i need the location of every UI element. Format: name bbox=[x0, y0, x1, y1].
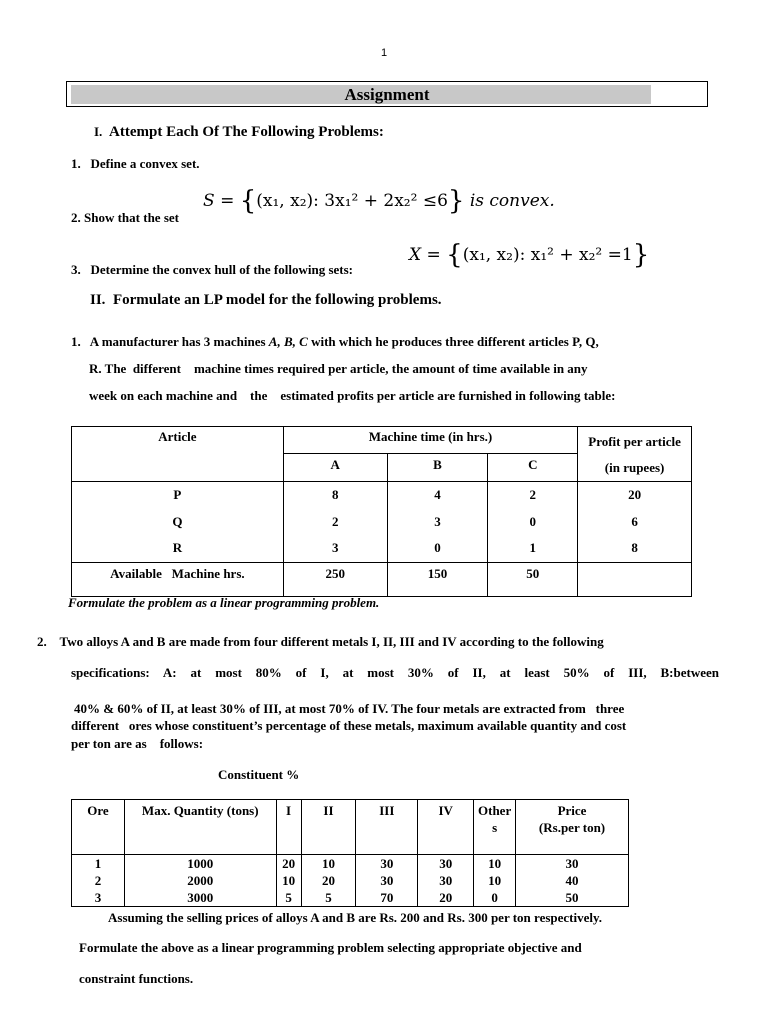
cell-1-i: 20 bbox=[282, 856, 296, 871]
ore-1: 1 bbox=[94, 856, 102, 871]
problem-2-2-line-1 bbox=[37, 634, 604, 650]
header-machine-b: B bbox=[387, 453, 488, 481]
problem-2-2-line-5: per ton are as follows: bbox=[71, 736, 204, 751]
problem-number: 2. bbox=[37, 634, 47, 649]
profit-column bbox=[578, 482, 692, 563]
section-2-numeral: II. bbox=[90, 292, 106, 308]
cell-q-c: 0 bbox=[529, 513, 536, 529]
article-column bbox=[72, 482, 284, 563]
formula-x-tuple: (x₁, x₂) bbox=[462, 245, 520, 265]
section-1-title: Attempt Each Of The Following Problems: bbox=[109, 124, 384, 140]
metal-i-column bbox=[276, 855, 301, 907]
problem-2-1-line-3: week on each machine and the estimated profits per article are furnished in following table: bbox=[89, 388, 616, 403]
cell-1-price: 30 bbox=[565, 856, 579, 871]
article-q: Q bbox=[172, 513, 183, 529]
header-price: Price (Rs.per ton) bbox=[516, 800, 629, 855]
formula-x-lhs: X bbox=[409, 245, 422, 265]
cell-p-a: 8 bbox=[331, 487, 339, 502]
price-column bbox=[516, 855, 629, 907]
cell-p-profit: 20 bbox=[628, 487, 642, 502]
cell-2-i: 10 bbox=[282, 873, 296, 888]
header-metal-iii: III bbox=[356, 800, 418, 855]
cell-1-iii: 30 bbox=[380, 856, 394, 871]
formula-s-tuple: (x₁, x₂) bbox=[256, 191, 314, 211]
ore-3: 3 bbox=[94, 890, 102, 905]
qty-3: 3000 bbox=[187, 890, 214, 905]
formula-s-suffix: is convex. bbox=[469, 191, 555, 211]
constituent-label: Constituent % bbox=[218, 767, 300, 782]
formula-x-eq: = bbox=[426, 245, 441, 265]
available-b: 150 bbox=[387, 562, 488, 596]
header-metal-iv: IV bbox=[418, 800, 474, 855]
machine-a-column bbox=[283, 482, 387, 563]
cell-2-ii: 20 bbox=[321, 873, 335, 888]
page-title: Assignment bbox=[344, 85, 430, 104]
machine-c-column bbox=[488, 482, 578, 563]
header-machine-time: Machine time (in hrs.) bbox=[283, 427, 577, 454]
section-2-title: Formulate an LP model for the following problems. bbox=[112, 292, 442, 308]
cell-r-b: 0 bbox=[434, 540, 441, 555]
cell-1-ii: 10 bbox=[321, 856, 335, 871]
qty-column bbox=[124, 855, 276, 907]
cell-r-c: 1 bbox=[529, 540, 536, 555]
problem-1-3 bbox=[71, 262, 353, 278]
problem-2-2-line-3: 40% & 60% of II, at least 30% of III, at most 70% of IV. The four metals are extracted from three bbox=[74, 701, 625, 716]
cell-3-others: 0 bbox=[491, 890, 498, 905]
page-number: 1 bbox=[380, 47, 388, 59]
header-ore: Ore bbox=[72, 800, 125, 855]
problem-text: Define a convex set. bbox=[90, 156, 200, 171]
formula-s-body: 3x₁² + 2x₂² ≤6 bbox=[324, 191, 448, 211]
cell-p-b: 4 bbox=[434, 487, 441, 502]
machine-names: A, B, C bbox=[268, 334, 308, 349]
header-article: Article bbox=[72, 427, 284, 482]
note-formulate-lp: Formulate the problem as a linear programming problem. bbox=[68, 595, 380, 610]
formula-x: X = {(x₁, x₂): x₁² + x₂² =1} bbox=[409, 240, 650, 270]
ore-2: 2 bbox=[94, 873, 102, 888]
article-p: P bbox=[173, 487, 182, 502]
ore-column bbox=[72, 855, 125, 907]
cell-3-i: 5 bbox=[285, 890, 292, 905]
problem-number: 2. bbox=[71, 210, 81, 225]
closing-line-2: Formulate the above as a linear programming problem selecting appropriate objective and bbox=[79, 940, 582, 955]
problem-2-1-line-2: R. The different machine times required per article, the amount of time available in any bbox=[89, 361, 588, 376]
cell-2-others: 10 bbox=[488, 873, 502, 888]
closing-line-1: Assuming the selling prices of alloys A and B are Rs. 200 and Rs. 300 per ton respectively. bbox=[108, 910, 603, 925]
section-2-heading bbox=[90, 292, 442, 309]
qty-1: 1000 bbox=[187, 856, 214, 871]
cell-r-a: 3 bbox=[331, 540, 339, 555]
qty-2: 2000 bbox=[187, 873, 214, 888]
cell-1-others: 10 bbox=[488, 856, 502, 871]
problem-text: Show that the set bbox=[84, 210, 179, 225]
metal-iii-column bbox=[356, 855, 418, 907]
problem-text: Two alloys A and B are made from four different metals I, II, III and IV according to the following bbox=[59, 634, 604, 649]
cell-3-iv: 20 bbox=[439, 890, 453, 905]
metal-ii-column bbox=[301, 855, 356, 907]
title-box bbox=[66, 81, 708, 107]
cell-3-price: 50 bbox=[565, 890, 579, 905]
header-profit-line-1: Profit per article bbox=[588, 434, 681, 449]
closing-line-3: constraint functions. bbox=[79, 971, 194, 986]
problem-number: 1. bbox=[71, 156, 81, 171]
available-c: 50 bbox=[488, 562, 578, 596]
header-metal-ii: II bbox=[301, 800, 356, 855]
cell-1-iv: 30 bbox=[439, 856, 453, 871]
cell-3-ii: 5 bbox=[325, 890, 332, 905]
header-metal-i: I bbox=[276, 800, 301, 855]
header-machine-a: A bbox=[283, 453, 387, 481]
formula-s-lhs: S bbox=[203, 191, 215, 211]
problem-2-2-line-4: different ores whose constituent’s percentage of these metals, maximum available quantity and cost bbox=[71, 718, 627, 733]
formula-s: S = {(x₁, x₂): 3x₁² + 2x₂² ≤6} is convex. bbox=[203, 186, 555, 216]
problem-text: A manufacturer has 3 machines bbox=[89, 334, 269, 349]
others-column bbox=[474, 855, 516, 907]
cell-q-b: 3 bbox=[434, 513, 441, 529]
header-others: Other s bbox=[474, 800, 516, 855]
header-max-quantity: Max. Quantity (tons) bbox=[124, 800, 276, 855]
cell-q-profit: 6 bbox=[631, 513, 638, 529]
available-a: 250 bbox=[283, 562, 387, 596]
article-r: R bbox=[172, 540, 183, 555]
problem-1-2 bbox=[71, 210, 179, 226]
machine-b-column bbox=[387, 482, 488, 563]
problem-2-1-line-1 bbox=[71, 334, 599, 350]
formula-x-colon: : bbox=[519, 245, 526, 265]
cell-3-iii: 70 bbox=[380, 890, 394, 905]
problem-text: with which he produces three different articles P, Q, bbox=[307, 334, 599, 349]
problem-1-1 bbox=[71, 156, 200, 172]
cell-2-price: 40 bbox=[565, 873, 579, 888]
section-1-numeral: I. bbox=[94, 124, 103, 139]
problem-number: 3. bbox=[71, 262, 81, 277]
formula-s-eq: = bbox=[220, 191, 235, 211]
machine-time-table bbox=[71, 426, 692, 597]
cell-p-c: 2 bbox=[529, 487, 536, 502]
cell-q-a: 2 bbox=[331, 513, 339, 529]
available-label: Available Machine hrs. bbox=[72, 562, 284, 596]
header-machine-c: C bbox=[488, 453, 578, 481]
header-profit-line-2: (in rupees) bbox=[604, 460, 665, 475]
problem-text: Determine the convex hull of the following sets: bbox=[90, 262, 353, 277]
problem-number: 1. bbox=[71, 334, 81, 349]
cell-2-iv: 30 bbox=[439, 873, 453, 888]
metal-iv-column bbox=[418, 855, 474, 907]
formula-x-body: x₁² + x₂² =1 bbox=[530, 245, 633, 265]
problem-2-2-line-2: specifications: A: at most 80% of I, at most 30% of II, at least 50% of III, B:between bbox=[71, 665, 719, 680]
cell-r-profit: 8 bbox=[631, 540, 638, 555]
ore-table bbox=[71, 799, 629, 907]
formula-s-colon: : bbox=[313, 191, 319, 211]
available-profit-empty bbox=[578, 562, 692, 596]
header-profit bbox=[578, 427, 692, 482]
cell-2-iii: 30 bbox=[380, 873, 394, 888]
section-1-heading bbox=[94, 124, 384, 141]
